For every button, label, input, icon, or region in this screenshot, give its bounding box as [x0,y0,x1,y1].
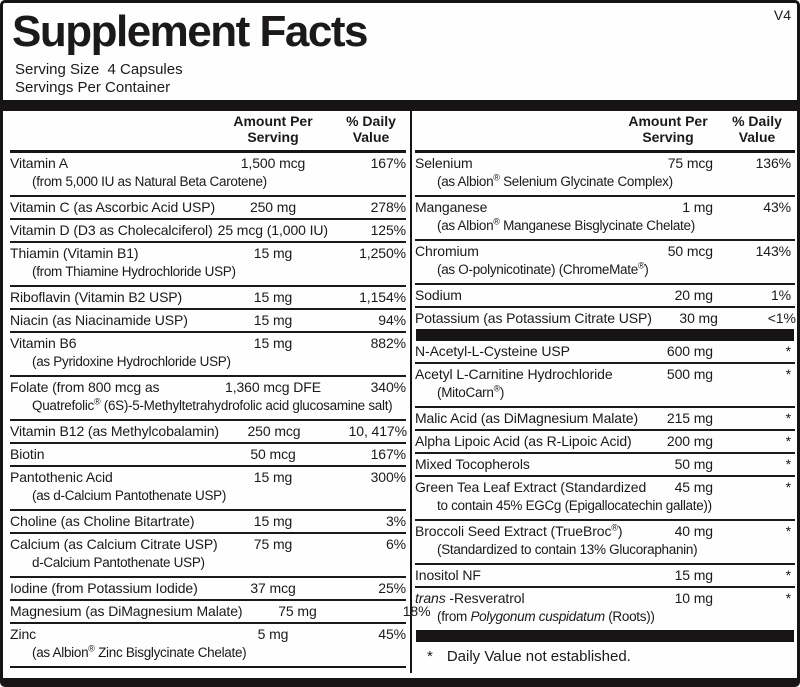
table-row [10,622,406,666]
amount-value: 15 mg [674,567,713,583]
amount-per-serving-header [623,113,713,145]
thick-divider-bar [416,329,794,341]
daily-value: * [785,567,791,583]
footnote [415,642,795,666]
amount-value: 20 mg [674,287,713,303]
serving-size-line: Serving Size 4 Capsules [15,61,183,79]
table-row [10,153,406,195]
table-row [415,406,795,429]
table-row [415,283,795,306]
amount-value: 45 mg [674,479,713,495]
amount-value: 500 mg [666,366,713,382]
row-main-line [415,309,795,327]
row-main-line [10,334,406,352]
registered-trademark-symbol: ® [493,383,500,394]
ingredient-detail: to contain 45% EGCg (Epigallocatechin gallate)) [437,498,712,513]
thick-divider-bar-top [3,100,797,111]
daily-value: * [785,433,791,449]
table-row [415,306,795,329]
table-row [415,586,795,630]
dv-header-line2: Value [352,129,390,145]
daily-value: 167% [370,446,406,462]
amount-value: 15 mg [253,513,293,529]
row-main-line [415,154,795,172]
ingredient-name [415,589,647,607]
row-main-line [10,625,406,643]
amount-header-line2: Serving [247,129,299,145]
text-segment: -Resveratrol [445,590,525,606]
amount-value: 75 mg [253,536,293,552]
daily-value: 1,154% [359,289,406,305]
table-row [10,442,406,465]
row-main-line [10,198,406,216]
amount-value: 75 mcg [667,155,713,171]
amount-value: 15 mg [253,312,293,328]
amount-value: 25 mcg (1,000 IU) [217,222,328,238]
amount-value: 250 mg [249,199,297,215]
amount-value: 5 mg [257,626,289,642]
ingredient-name: Manganese [415,199,488,215]
amount-value: 250 mcg [247,423,301,439]
row-main-line [415,589,795,607]
ingredient-detail: (MitoCarn®) [437,383,505,400]
registered-trademark-symbol: ® [93,396,101,407]
amount-header-line2: Serving [642,129,694,145]
row-main-line [415,342,795,360]
ingredient-name: Mixed Tocopherols [415,456,530,472]
row-main-line [10,244,406,262]
amount-value: 15 mg [253,469,293,485]
row-main-line [415,455,795,473]
registered-trademark-symbol: ® [611,522,618,533]
amount-value: 15 mg [253,245,293,261]
row-main-line [415,198,795,216]
amount-value: 30 mg [679,310,718,326]
ingredient-name: Vitamin A [10,155,68,171]
amount-value: 50 mcg [667,243,713,259]
row-main-line [10,468,406,486]
ingredient-name: N-Acetyl-L-Cysteine USP [415,343,570,359]
ingredient-detail: (from 5,000 IU as Natural Beta Carotene) [32,174,267,189]
amount-value: 40 mg [674,523,713,539]
ingredient-detail: (as O-polynicotinate) (ChromeMate®) [437,260,649,277]
table-row [415,452,795,475]
percent-daily-value-header [719,113,795,145]
ingredient-name: Sodium [415,287,462,303]
table-row [10,195,406,218]
daily-value: 3% [385,513,406,529]
table-row [415,475,795,519]
ingredient-detail: (as Albion® Zinc Bisglycinate Chelate) [32,643,247,660]
amount-value: 15 mg [253,289,293,305]
ingredient-detail: d-Calcium Pantothenate USP) [32,555,205,570]
row-main-line [415,286,795,304]
amount-per-serving-header [218,113,328,145]
amount-value: 50 mg [674,456,713,472]
ingredient-name: Riboflavin (Vitamin B2 USP) [10,289,183,305]
dv-header-line1: % Daily [346,113,396,129]
ingredient-detail [415,607,795,628]
label-header [12,7,367,97]
row-main-line [10,422,406,440]
ingredient-name: Niacin (as Niacinamide USP) [10,312,188,328]
row-main-line [415,365,795,383]
amount-value: 10 mg [674,590,713,606]
ingredient-detail: (Standardized to contain 13% Glucoraphanin) [437,542,698,557]
ingredient-name: Vitamin D (D3 as Cholecalciferol) [10,222,213,238]
daily-value: 136% [755,155,791,171]
right-ingredient-table [415,153,795,642]
daily-value: 25% [378,580,406,596]
ingredient-name: Selenium [415,155,473,171]
amount-value: 1,500 mcg [240,155,306,171]
ingredient-name: Choline (as Choline Bitartrate) [10,513,195,529]
registered-trademark-symbol: ® [637,260,645,271]
text-segment: (Roots)) [604,609,655,624]
ingredient-name: Folate (from 800 mcg as [10,379,160,395]
daily-value: * [785,343,791,359]
percent-daily-value-header [336,113,406,145]
row-main-line [415,522,795,540]
right-column-header [415,111,795,153]
daily-value: 300% [370,469,406,485]
amount-value: 15 mg [253,335,293,351]
table-row [10,465,406,509]
footnote-text: Daily Value not established. [446,648,631,665]
row-main-line [10,579,406,597]
ingredient-name: Malic Acid (as DiMagnesium Malate) [415,410,639,426]
dv-header-line2: Value [738,129,776,145]
daily-value: 1% [770,287,791,303]
page-title: Supplement Facts [12,7,367,56]
daily-value: 18% [402,603,431,619]
daily-value: 340% [370,379,406,395]
thick-divider-bar [416,630,794,642]
daily-value: * [785,366,791,382]
row-main-line [10,221,406,239]
ingredient-name: Vitamin B12 (as Methylcobalamin) [10,423,219,439]
daily-value: * [785,456,791,472]
ingredient-name: Vitamin C (as Ascorbic Acid USP) [10,199,216,215]
ingredient-detail: (from Thiamine Hydrochloride USP) [32,264,236,279]
ingredient-name: Magnesium (as DiMagnesium Malate) [10,603,243,619]
table-row [10,308,406,331]
daily-value: * [785,410,791,426]
daily-value: * [785,590,791,606]
table-row [10,419,406,442]
row-main-line [10,311,406,329]
table-row [415,341,795,362]
daily-value: * [785,523,791,539]
ingredient-name: Potassium (as Potassium Citrate USP) [415,310,652,326]
dv-header-line1: % Daily [732,113,782,129]
ingredient-name: Green Tea Leaf Extract (Standardized [415,479,647,495]
amount-value: 600 mg [666,343,713,359]
daily-value: 6% [385,536,406,552]
row-main-line [415,242,795,260]
ingredient-detail: (as Albion® Manganese Bisglycinate Chelate) [437,216,695,233]
footnote-asterisk: * [427,648,433,665]
ingredient-name: Pantothenic Acid [10,469,113,485]
table-row [10,599,431,622]
amount-value: 1 mg [682,199,713,215]
row-main-line [415,432,795,450]
table-row [10,375,406,419]
column-divider [410,100,412,673]
ingredient-name: Vitamin B6 [10,335,77,351]
table-row [415,429,795,452]
daily-value: 45% [378,626,406,642]
row-main-line [10,602,431,620]
ingredient-name: Acetyl L-Carnitine Hydrochloride [415,366,613,382]
version-tag: V4 [773,7,791,23]
daily-value: 167% [370,155,406,171]
amount-value: 75 mg [278,603,317,619]
row-main-line [415,478,795,496]
registered-trademark-symbol: ® [493,172,500,183]
text-segment: (from [437,609,471,624]
ingredient-name: Zinc [10,626,37,642]
amount-value: 215 mg [666,410,713,426]
registered-trademark-symbol: ® [88,643,95,654]
ingredient-name: Biotin [10,446,45,462]
row-main-line [10,512,406,530]
ingredient-detail: (as Albion® Selenium Glycinate Complex) [437,172,673,189]
daily-value: 43% [763,199,791,215]
ingredient-name: Inositol NF [415,567,481,583]
servings-per-container-line: Servings Per Container [15,79,171,97]
table-row [10,576,406,599]
table-row [10,532,406,576]
daily-value: <1% [767,310,796,326]
table-row [10,218,406,241]
table-row [415,153,795,195]
ingredient-name: Thiamin (Vitamin B1) [10,245,139,261]
table-row [415,362,795,406]
ingredient-detail: Quatrefolic® (6S)-5-Methyltetrahydrofolic acid glucosamine salt) [32,396,393,413]
daily-value: 278% [370,199,406,215]
table-row [415,519,795,563]
daily-value: 1,250% [359,245,406,261]
daily-value: 882% [370,335,406,351]
row-main-line [10,535,406,553]
amount-header-line1: Amount Per [628,113,708,129]
daily-value: 94% [378,312,406,328]
amount-value: 1,360 mcg DFE [225,379,321,395]
daily-value: * [785,479,791,495]
table-row [10,509,406,532]
amount-value: 50 mcg [250,446,296,462]
row-main-line [10,445,406,463]
left-column-header [10,111,406,153]
amount-value: 37 mcg [250,580,296,596]
table-row [10,285,406,308]
italic-text-segment: Polygonum cuspidatum [470,609,605,624]
daily-value: 143% [755,243,791,259]
row-main-line [415,409,795,427]
row-main-line [10,288,406,306]
table-row [415,239,795,283]
amount-header-line1: Amount Per [233,113,313,129]
ingredient-name: Alpha Lipoic Acid (as R-Lipoic Acid) [415,433,632,449]
right-column [415,111,795,666]
ingredient-name: Chromium [415,243,479,259]
ingredient-name: Calcium (as Calcium Citrate USP) [10,536,218,552]
table-row [10,331,406,375]
ingredient-detail: (as Pyridoxine Hydrochloride USP) [32,354,231,369]
italic-text-segment: trans [415,590,446,606]
row-main-line [415,566,795,584]
ingredient-name: Broccoli Seed Extract (TrueBroc®) [415,522,623,539]
ingredient-detail: (as d-Calcium Pantothenate USP) [32,488,227,503]
table-row [415,195,795,239]
daily-value: 125% [370,222,406,238]
registered-trademark-symbol: ® [493,216,500,227]
table-row [415,563,795,586]
table-row [10,241,406,285]
row-main-line [10,154,406,172]
row-main-line [10,378,406,396]
amount-value: 200 mg [666,433,713,449]
ingredient-name: Iodine (from Potassium Iodide) [10,580,198,596]
daily-value: 10, 417% [348,423,407,439]
